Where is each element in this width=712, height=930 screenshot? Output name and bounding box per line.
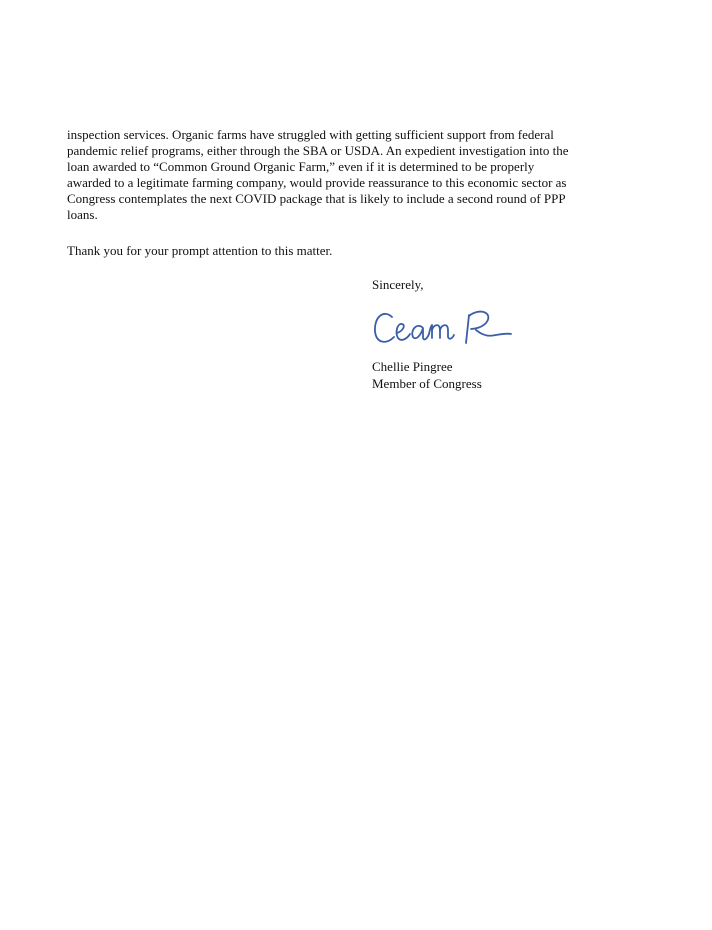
paragraph-line: loan awarded to “Common Ground Organic Farm,” even if it is determined to be properly — [67, 159, 535, 174]
letter-body-paragraph — [67, 127, 647, 223]
closing-paragraph: Thank you for your prompt attention to this matter. — [67, 243, 333, 258]
paragraph-line: Congress contemplates the next COVID package that is likely to include a second round of PPP — [67, 191, 566, 206]
paragraph-line: inspection services. Organic farms have struggled with getting sufficient support from federal — [67, 127, 554, 142]
handwritten-signature — [370, 299, 520, 355]
paragraph-line: loans. — [67, 207, 98, 222]
signature-block — [372, 277, 632, 391]
signer-title: Member of Congress — [372, 376, 482, 391]
valediction: Sincerely, — [372, 277, 424, 292]
paragraph-line: awarded to a legitimate farming company, would provide reassurance to this economic sector as — [67, 175, 567, 190]
signer-name: Chellie Pingree — [372, 359, 453, 374]
paragraph-line: pandemic relief programs, either through the SBA or USDA. An expedient investigation into the — [67, 143, 569, 158]
